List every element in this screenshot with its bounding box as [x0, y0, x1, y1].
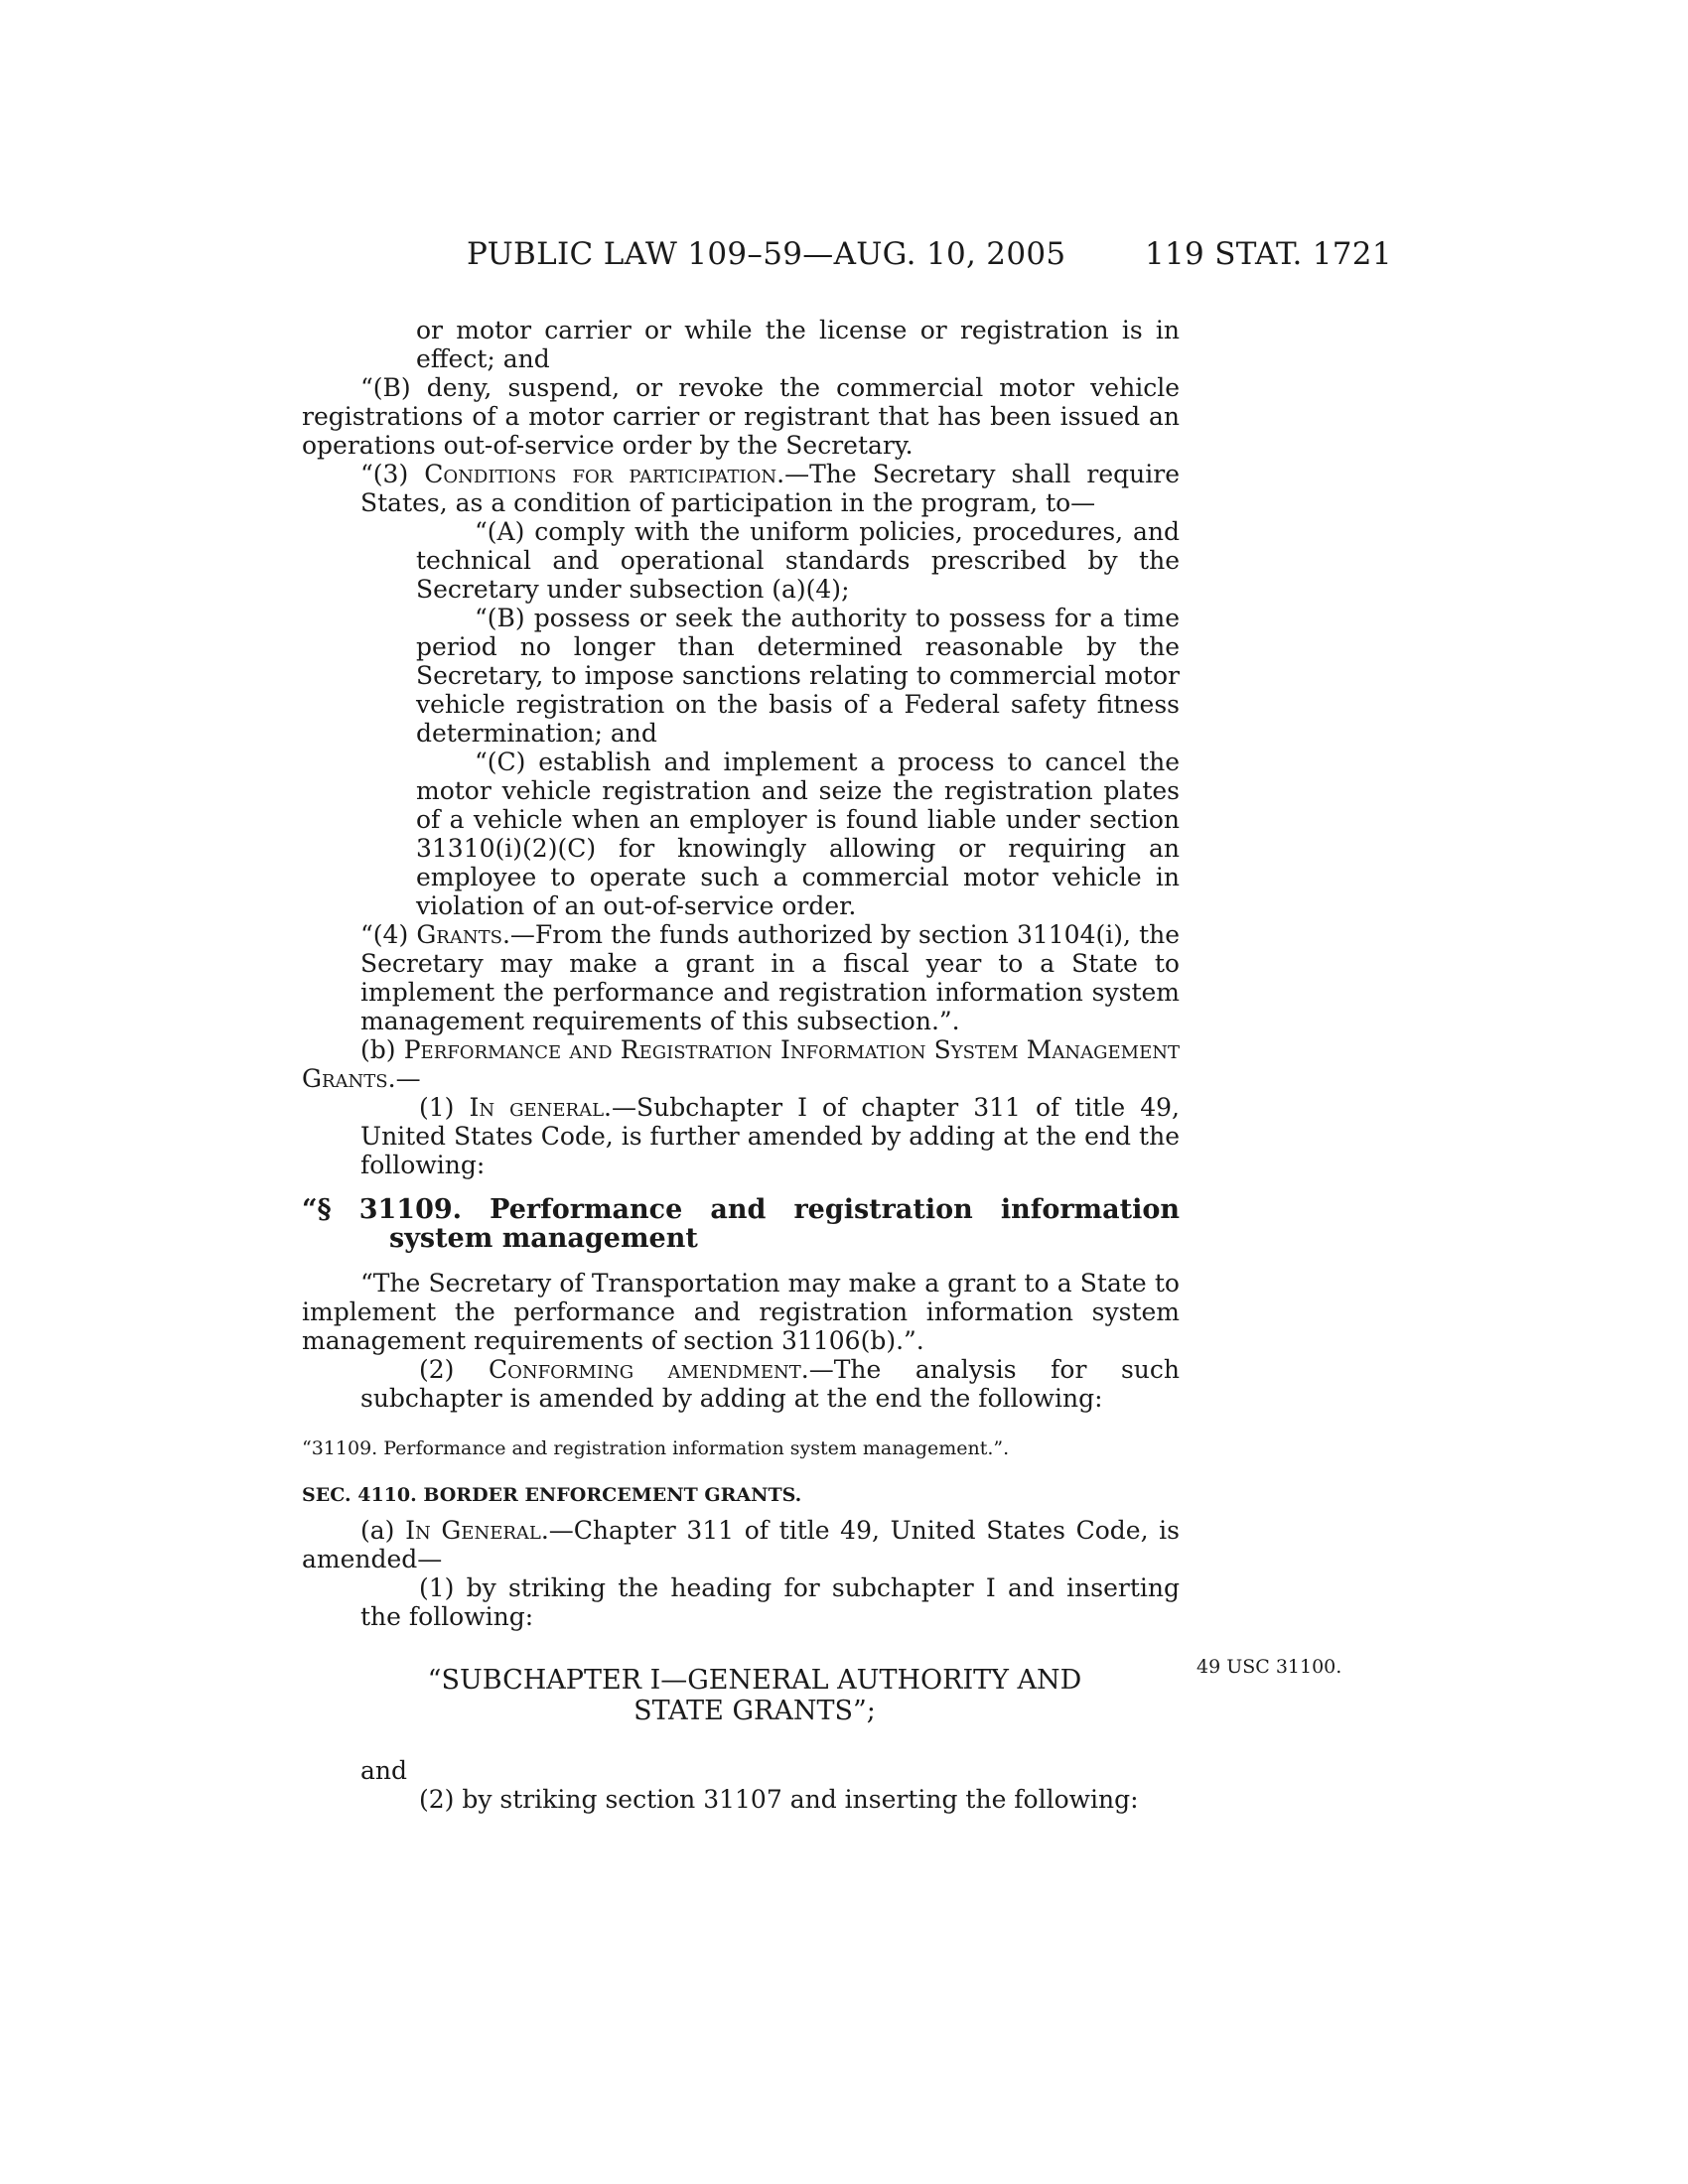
paragraph: “(3) Conditions for participation.—The Secretary shall require States, as a condition of participation in the program, to—: [360, 460, 1181, 517]
paragraph: or motor carrier or while the license or registration is in effect; and: [416, 316, 1180, 373]
paragraph: “(4) Grants.—From the funds authorized by section 31104(i), the Secretary may make a grant in a fiscal year to a State to implement the performance and registration information system management requirements of this subsection.”.: [360, 920, 1181, 1035]
paragraph: and: [360, 1756, 408, 1785]
paragraph: (1) In general.—Subchapter I of chapter 311 of title 49, United States Code, is further amended by adding at the end the following:: [360, 1093, 1180, 1179]
page-header: [0, 236, 1688, 276]
paragraph: (2) by striking section 31107 and inserting the following:: [419, 1785, 1139, 1814]
paragraph: “(A) comply with the uniform policies, procedures, and technical and operational standards prescribed by the Secretary under subsection (a)(4);: [416, 517, 1180, 604]
page-number: 119 STAT. 1721: [1145, 236, 1392, 272]
paragraph: “(B) deny, suspend, or revoke the commercial motor vehicle registrations of a motor carrier or registrant that has been issued an operations out-of-service order by the Secretary.: [302, 373, 1180, 460]
paragraph: (1) by striking the heading for subchapter I and inserting the following:: [360, 1573, 1180, 1631]
paragraph: “The Secretary of Transportation may make a grant to a State to implement the performance and registration information system management requirements of section 31106(b).”.: [302, 1269, 1180, 1355]
section-heading: “§ 31109. Performance and registration information system management: [302, 1194, 1180, 1254]
margin-note: 49 USC 31100.: [1196, 1656, 1342, 1678]
paragraph: (b) Performance and Registration Information System Management Grants.—: [302, 1035, 1180, 1093]
paragraph: (2) Conforming amendment.—The analysis for such subchapter is amended by adding at the end the following:: [360, 1355, 1181, 1413]
document-body: [302, 316, 1180, 1814]
subchapter-heading: “SUBCHAPTER I—GENERAL AUTHORITY AND STATE GRANTS”;: [427, 1665, 1082, 1726]
paragraph: (a) In General.—Chapter 311 of title 49, United States Code, is amended—: [302, 1516, 1181, 1573]
paragraph: “(B) possess or seek the authority to possess for a time period no longer than determined reasonable by the Secretary, to impose sanctions relating to commercial motor vehicle registration on the basis of a Federal safety fitness determination; and: [416, 604, 1180, 748]
table-of-contents-entry: “31109. Performance and registration information system management.”.: [302, 1437, 1010, 1459]
section-title: SEC. 4110. BORDER ENFORCEMENT GRANTS.: [302, 1484, 802, 1506]
running-head: PUBLIC LAW 109–59—AUG. 10, 2005: [467, 236, 1066, 272]
paragraph: “(C) establish and implement a process to cancel the motor vehicle registration and seize the registration plates of a vehicle when an employer is found liable under section 31310(i)(2)(C) for knowingly allowing or requiring an employee to operate such a commercial motor vehicle in violation of an out-of-service order.: [416, 748, 1180, 920]
